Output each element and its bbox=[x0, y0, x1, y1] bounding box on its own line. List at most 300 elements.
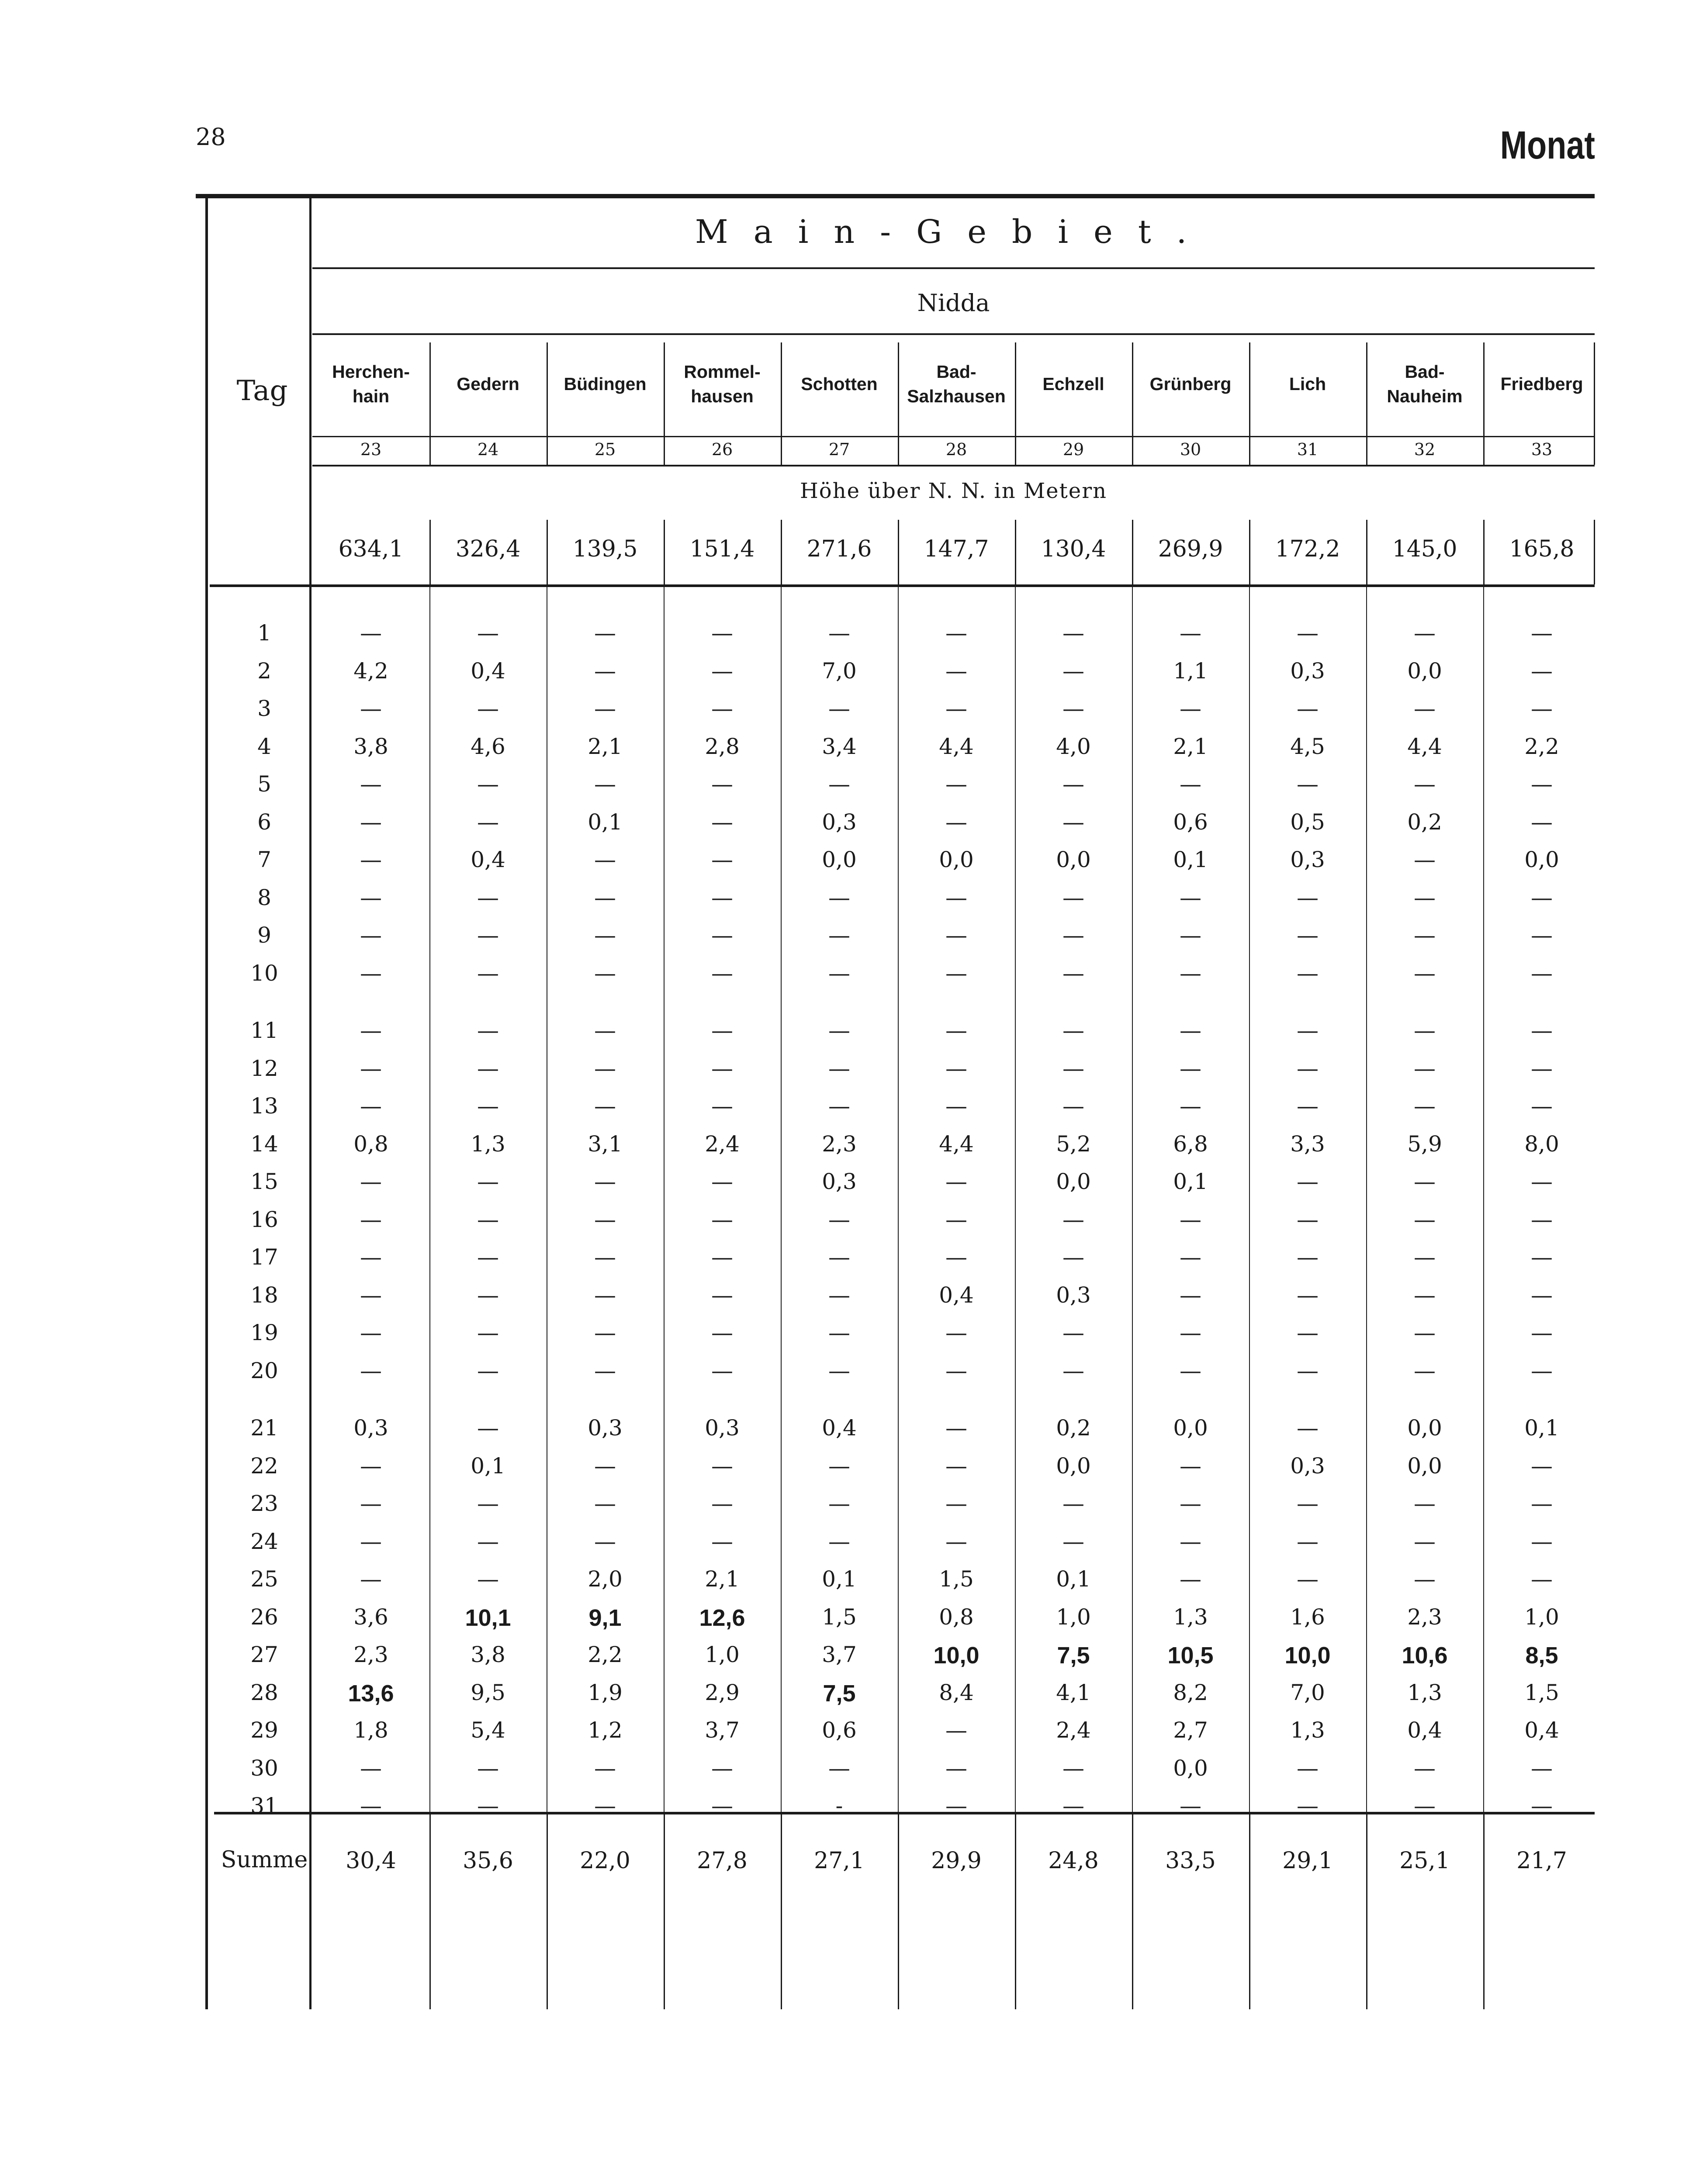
table-cell: — bbox=[1180, 1093, 1201, 1119]
table-cell: — bbox=[594, 923, 616, 948]
table-cell: — bbox=[711, 1282, 733, 1308]
table-cell: 0,6 bbox=[1173, 809, 1208, 835]
table-cell: — bbox=[477, 885, 499, 910]
table-cell: — bbox=[594, 1206, 616, 1232]
day-label: 1 bbox=[257, 620, 271, 646]
table-cell: 4,1 bbox=[1056, 1679, 1091, 1705]
summe-divider bbox=[1249, 1814, 1250, 2009]
table-cell: — bbox=[1297, 696, 1319, 721]
table-cell: 0,0 bbox=[1407, 1453, 1442, 1479]
table-cell: 10,0 bbox=[933, 1642, 979, 1669]
table-cell: 12,6 bbox=[699, 1604, 745, 1631]
table-cell: — bbox=[1414, 923, 1436, 948]
table-cell: — bbox=[594, 1528, 616, 1554]
table-cell: 2,2 bbox=[588, 1642, 623, 1667]
table-cell: — bbox=[1414, 1169, 1436, 1194]
table-cell: — bbox=[945, 696, 967, 721]
table-cell: — bbox=[594, 1244, 616, 1270]
table-cell: — bbox=[360, 1093, 382, 1119]
table-cell: 1,1 bbox=[1173, 658, 1208, 684]
table-cell: — bbox=[945, 1793, 967, 1818]
station-name: Herchen- hain bbox=[332, 362, 410, 406]
station-sum: 22,0 bbox=[580, 1848, 630, 1874]
station-sum: 27,8 bbox=[697, 1848, 748, 1874]
table-cell: — bbox=[594, 1491, 616, 1516]
table-cell: — bbox=[945, 771, 967, 797]
table-cell: — bbox=[711, 1055, 733, 1081]
table-cell: — bbox=[945, 1093, 967, 1119]
table-cell: — bbox=[945, 1169, 967, 1194]
table-cell: 3,6 bbox=[353, 1604, 388, 1630]
table-cell: 8,5 bbox=[1525, 1642, 1558, 1669]
table-cell: 0,4 bbox=[471, 847, 505, 872]
table-cell: — bbox=[1063, 1093, 1084, 1119]
table-cell: — bbox=[945, 620, 967, 646]
table-cell: — bbox=[828, 620, 850, 646]
table-cell: 0,6 bbox=[822, 1717, 857, 1743]
table-cell: 4,5 bbox=[1290, 733, 1325, 759]
day-label: 22 bbox=[250, 1453, 278, 1479]
table-cell: 0,1 bbox=[1056, 1566, 1091, 1592]
table-cell: — bbox=[711, 1244, 733, 1270]
day-label: 11 bbox=[250, 1018, 278, 1043]
table-cell: 4,4 bbox=[939, 1131, 974, 1157]
table-cell: 10,0 bbox=[1284, 1642, 1331, 1669]
table-cell: — bbox=[1180, 1453, 1201, 1479]
table-cell: — bbox=[1297, 1358, 1319, 1383]
station-sum: 29,9 bbox=[931, 1848, 982, 1874]
day-label: 20 bbox=[250, 1358, 278, 1383]
station-height: 326,4 bbox=[455, 536, 521, 562]
station-height: 147,7 bbox=[924, 536, 989, 562]
table-cell: — bbox=[711, 923, 733, 948]
table-cell: — bbox=[1180, 960, 1201, 986]
table-cell: — bbox=[1180, 1244, 1201, 1270]
table-cell: — bbox=[1414, 960, 1436, 986]
table-cell: — bbox=[360, 620, 382, 646]
table-cell: 8,0 bbox=[1524, 1131, 1559, 1157]
table-cell: — bbox=[1414, 1491, 1436, 1516]
table-cell: — bbox=[594, 1055, 616, 1081]
table-cell: — bbox=[477, 1169, 499, 1194]
table-cell: 0,4 bbox=[939, 1282, 974, 1308]
table-cell: 7,5 bbox=[1057, 1642, 1090, 1669]
table-cell: — bbox=[1063, 1244, 1084, 1270]
table-cell: — bbox=[1531, 696, 1553, 721]
summe-divider bbox=[664, 1814, 665, 2009]
table-cell: 0,0 bbox=[1407, 658, 1442, 684]
table-cell: 1,3 bbox=[1407, 1679, 1442, 1705]
station-name: Schotten bbox=[801, 374, 878, 394]
table-cell: — bbox=[477, 1282, 499, 1308]
table-cell: — bbox=[1180, 923, 1201, 948]
table-cell: 2,4 bbox=[705, 1131, 740, 1157]
table-cell: — bbox=[711, 1528, 733, 1554]
table-cell: — bbox=[477, 620, 499, 646]
table-cell: — bbox=[594, 658, 616, 684]
table-cell: — bbox=[1531, 771, 1553, 797]
day-label: 26 bbox=[250, 1604, 278, 1630]
table-cell: 1,0 bbox=[1056, 1604, 1091, 1630]
table-cell: — bbox=[1414, 1358, 1436, 1383]
table-cell: 0,8 bbox=[939, 1604, 974, 1630]
table-cell: — bbox=[828, 1755, 850, 1781]
table-cell: — bbox=[1297, 1793, 1319, 1818]
station-height: 130,4 bbox=[1041, 536, 1106, 562]
table-cell: — bbox=[711, 809, 733, 835]
table-cell: — bbox=[360, 1358, 382, 1383]
table-cell: — bbox=[1297, 620, 1319, 646]
table-cell: — bbox=[1297, 1415, 1319, 1441]
day-label: 30 bbox=[250, 1755, 278, 1781]
station-name: Bad- Salzhausen bbox=[907, 362, 1006, 406]
table-cell: 10,5 bbox=[1167, 1642, 1214, 1669]
table-cell: — bbox=[711, 658, 733, 684]
table-cell: 0,3 bbox=[1290, 658, 1325, 684]
day-label: 29 bbox=[250, 1717, 278, 1743]
station-height: 139,5 bbox=[572, 536, 638, 562]
table-cell: — bbox=[711, 1491, 733, 1516]
table-cell: — bbox=[945, 1415, 967, 1441]
table-cell: — bbox=[1297, 1755, 1319, 1781]
day-label: 16 bbox=[250, 1206, 278, 1232]
station-height: 269,9 bbox=[1158, 536, 1223, 562]
table-cell: 6,8 bbox=[1173, 1131, 1208, 1157]
table-cell: — bbox=[360, 1244, 382, 1270]
table-cell: — bbox=[1063, 696, 1084, 721]
table-cell: — bbox=[594, 1093, 616, 1119]
table-cell: — bbox=[1531, 1453, 1553, 1479]
station-name: Friedberg bbox=[1500, 374, 1583, 394]
table-cell: — bbox=[828, 1282, 850, 1308]
day-label: 18 bbox=[250, 1282, 278, 1308]
station-sum: 30,4 bbox=[346, 1848, 396, 1874]
table-cell: — bbox=[360, 696, 382, 721]
table-cell: — bbox=[1063, 923, 1084, 948]
station-sum: 24,8 bbox=[1048, 1848, 1099, 1874]
table-cell: — bbox=[1180, 1206, 1201, 1232]
table-cell: — bbox=[945, 1717, 967, 1743]
day-label: 21 bbox=[250, 1415, 278, 1441]
table-cell: 5,4 bbox=[471, 1717, 505, 1743]
table-cell: — bbox=[1531, 1320, 1553, 1345]
table-cell: 1,6 bbox=[1290, 1604, 1325, 1630]
day-label: 6 bbox=[257, 809, 271, 835]
table-cell: — bbox=[1531, 1566, 1553, 1592]
summe-divider bbox=[1015, 1814, 1016, 2009]
table-cell: 0,0 bbox=[1524, 847, 1559, 872]
table-cell: — bbox=[1531, 1755, 1553, 1781]
station-sum: 25,1 bbox=[1399, 1848, 1450, 1874]
table-cell: 1,3 bbox=[1290, 1717, 1325, 1743]
table-cell: — bbox=[711, 1793, 733, 1818]
tag-column-divider bbox=[309, 198, 311, 2009]
table-cell: — bbox=[1180, 1793, 1201, 1818]
table-cell: — bbox=[1531, 1055, 1553, 1081]
day-label: 7 bbox=[257, 847, 271, 872]
table-cell: 7,5 bbox=[823, 1680, 856, 1707]
table-cell: — bbox=[828, 1244, 850, 1270]
day-label: 24 bbox=[250, 1528, 278, 1554]
table-cell: — bbox=[1414, 1244, 1436, 1270]
table-cell: — bbox=[1414, 696, 1436, 721]
table-cell: — bbox=[360, 1566, 382, 1592]
table-cell: 1,9 bbox=[588, 1679, 623, 1705]
table-cell: — bbox=[1297, 1566, 1319, 1592]
table-cell: — bbox=[594, 1169, 616, 1194]
left-border bbox=[205, 198, 208, 2009]
table-cell: — bbox=[1297, 1528, 1319, 1554]
table-cell: — bbox=[945, 1453, 967, 1479]
station-name: Büdingen bbox=[564, 374, 647, 394]
table-cell: — bbox=[828, 696, 850, 721]
table-cell: — bbox=[594, 847, 616, 872]
table-cell: 0,0 bbox=[1173, 1755, 1208, 1781]
table-cell: — bbox=[360, 1018, 382, 1043]
table-cell: — bbox=[1180, 1566, 1201, 1592]
table-cell: — bbox=[1063, 1018, 1084, 1043]
station-number: 24 bbox=[477, 440, 499, 459]
table-cell: 0,3 bbox=[353, 1415, 388, 1441]
table-cell: — bbox=[360, 809, 382, 835]
table-cell: — bbox=[945, 658, 967, 684]
table-cell: 4,0 bbox=[1056, 733, 1091, 759]
table-cell: — bbox=[1531, 1491, 1553, 1516]
table-cell: — bbox=[594, 1755, 616, 1781]
table-cell: 13,6 bbox=[348, 1680, 394, 1707]
day-label: 27 bbox=[250, 1642, 278, 1667]
table-cell: — bbox=[1063, 809, 1084, 835]
table-cell: — bbox=[1414, 1018, 1436, 1043]
station-sum: 33,5 bbox=[1165, 1848, 1216, 1874]
table-cell: 0,4 bbox=[1407, 1717, 1442, 1743]
table-cell: 0,0 bbox=[1407, 1415, 1442, 1441]
table-cell: 4,4 bbox=[1407, 733, 1442, 759]
table-cell: — bbox=[477, 1358, 499, 1383]
table-cell: 1,0 bbox=[705, 1642, 740, 1667]
table-cell: — bbox=[1180, 696, 1201, 721]
table-cell: 0,1 bbox=[1173, 1169, 1208, 1194]
station-name: Echzell bbox=[1042, 374, 1104, 394]
table-cell: — bbox=[1297, 1055, 1319, 1081]
table-cell: 0,1 bbox=[1524, 1415, 1559, 1441]
table-cell: — bbox=[594, 885, 616, 910]
station-name: Gedern bbox=[457, 374, 519, 394]
day-label: 17 bbox=[250, 1244, 278, 1270]
table-cell: — bbox=[477, 1093, 499, 1119]
table-cell: 1,5 bbox=[1524, 1679, 1559, 1705]
table-cell: — bbox=[1180, 771, 1201, 797]
table-cell: — bbox=[1531, 1093, 1553, 1119]
table-cell: — bbox=[477, 960, 499, 986]
station-number: 31 bbox=[1297, 440, 1319, 459]
table-cell: — bbox=[828, 1055, 850, 1081]
table-cell: — bbox=[477, 771, 499, 797]
table-cell: — bbox=[1063, 1755, 1084, 1781]
table-cell: 0,0 bbox=[1056, 1453, 1091, 1479]
day-label: 5 bbox=[257, 771, 271, 797]
table-cell: — bbox=[1414, 1055, 1436, 1081]
table-cell: — bbox=[594, 1358, 616, 1383]
table-cell: — bbox=[711, 1206, 733, 1232]
table-cell: — bbox=[477, 1491, 499, 1516]
station-height: 271,6 bbox=[806, 536, 872, 562]
table-cell: 0,1 bbox=[822, 1566, 857, 1592]
table-cell: — bbox=[711, 847, 733, 872]
table-cell: — bbox=[594, 1320, 616, 1345]
table-cell: — bbox=[1531, 658, 1553, 684]
table-cell: — bbox=[360, 1793, 382, 1818]
table-cell: — bbox=[360, 1453, 382, 1479]
table-cell: — bbox=[477, 1528, 499, 1554]
station-number-underline bbox=[312, 465, 1595, 467]
table-cell: — bbox=[477, 1206, 499, 1232]
table-cell: — bbox=[1297, 1206, 1319, 1232]
table-cell: — bbox=[1297, 1282, 1319, 1308]
region-title: Main-Gebiet. bbox=[695, 213, 1212, 251]
day-label: 28 bbox=[250, 1679, 278, 1705]
table-cell: 5,2 bbox=[1056, 1131, 1091, 1157]
station-height: 151,4 bbox=[689, 536, 755, 562]
table-cell: 9,5 bbox=[471, 1679, 505, 1705]
station-number: 29 bbox=[1063, 440, 1084, 459]
table-cell: 2,3 bbox=[353, 1642, 388, 1667]
table-cell: 2,1 bbox=[1173, 733, 1208, 759]
day-label: 31 bbox=[250, 1793, 278, 1818]
table-cell: — bbox=[1414, 1566, 1436, 1592]
table-cell: — bbox=[1180, 1055, 1201, 1081]
station-height: 165,8 bbox=[1509, 536, 1575, 562]
table-cell: — bbox=[360, 1169, 382, 1194]
summe-divider bbox=[1132, 1814, 1133, 2009]
table-cell: — bbox=[828, 1018, 850, 1043]
table-cell: 4,4 bbox=[939, 733, 974, 759]
station-height: 634,1 bbox=[338, 536, 404, 562]
table-cell: — bbox=[945, 809, 967, 835]
table-cell: — bbox=[1414, 1093, 1436, 1119]
table-cell: — bbox=[1414, 847, 1436, 872]
table-cell: — bbox=[1297, 1244, 1319, 1270]
table-cell: 10,1 bbox=[465, 1604, 511, 1631]
station-name: Lich bbox=[1289, 374, 1326, 394]
table-cell: — bbox=[945, 923, 967, 948]
table-cell: — bbox=[477, 1244, 499, 1270]
table-cell: — bbox=[945, 1491, 967, 1516]
table-cell: 0,3 bbox=[1290, 847, 1325, 872]
table-cell: — bbox=[828, 1358, 850, 1383]
table-cell: — bbox=[711, 696, 733, 721]
table-cell: — bbox=[828, 923, 850, 948]
table-cell: — bbox=[477, 1415, 499, 1441]
table-cell: — bbox=[1414, 1206, 1436, 1232]
table-cell: 10,6 bbox=[1402, 1642, 1448, 1669]
table-cell: 2,1 bbox=[705, 1566, 740, 1592]
summe-divider bbox=[781, 1814, 782, 2009]
table-cell: — bbox=[477, 1793, 499, 1818]
table-cell: — bbox=[1063, 1055, 1084, 1081]
table-cell: — bbox=[360, 885, 382, 910]
station-sum: 27,1 bbox=[814, 1848, 865, 1874]
table-cell: 0,3 bbox=[588, 1415, 623, 1441]
table-cell: — bbox=[1531, 1282, 1553, 1308]
table-cell: — bbox=[711, 771, 733, 797]
table-cell: — bbox=[945, 1320, 967, 1345]
table-cell: — bbox=[477, 1755, 499, 1781]
table-cell: — bbox=[1531, 1244, 1553, 1270]
table-cell: — bbox=[711, 1169, 733, 1194]
region-underline bbox=[312, 267, 1595, 269]
table-cell: — bbox=[1063, 771, 1084, 797]
table-cell: 4,2 bbox=[353, 658, 388, 684]
table-cell: 1,2 bbox=[588, 1717, 623, 1743]
table-cell: 2,3 bbox=[822, 1131, 857, 1157]
table-cell: — bbox=[1180, 1528, 1201, 1554]
day-label: 4 bbox=[257, 733, 271, 759]
table-cell: 1,5 bbox=[822, 1604, 857, 1630]
table-cell: 4,6 bbox=[471, 733, 505, 759]
table-cell: — bbox=[1531, 1528, 1553, 1554]
table-cell: — bbox=[1297, 1018, 1319, 1043]
river-title: Nidda bbox=[917, 289, 990, 317]
station-number: 25 bbox=[594, 440, 616, 459]
table-cell: — bbox=[711, 1093, 733, 1119]
table-cell: — bbox=[594, 771, 616, 797]
table-cell: — bbox=[1063, 1320, 1084, 1345]
table-cell: 0,3 bbox=[822, 1169, 857, 1194]
table-cell: — bbox=[360, 1320, 382, 1345]
table-cell: 2,2 bbox=[1524, 733, 1559, 759]
table-cell: — bbox=[828, 885, 850, 910]
summe-label: Summe bbox=[221, 1847, 308, 1873]
table-cell: — bbox=[594, 1793, 616, 1818]
table-cell: — bbox=[945, 1206, 967, 1232]
table-cell: 0,0 bbox=[1173, 1415, 1208, 1441]
table-cell: — bbox=[1063, 620, 1084, 646]
table-cell: 3,4 bbox=[822, 733, 857, 759]
table-cell: — bbox=[594, 1453, 616, 1479]
table-cell: — bbox=[1180, 1491, 1201, 1516]
table-cell: — bbox=[1063, 1793, 1084, 1818]
table-cell: — bbox=[1297, 923, 1319, 948]
table-cell: — bbox=[477, 1018, 499, 1043]
table-cell: — bbox=[1414, 1282, 1436, 1308]
table-cell: — bbox=[1180, 885, 1201, 910]
top-rule bbox=[196, 194, 1595, 198]
table-cell: — bbox=[945, 960, 967, 986]
table-cell: — bbox=[1297, 885, 1319, 910]
station-name-underline bbox=[312, 436, 1595, 437]
station-number: 32 bbox=[1414, 440, 1436, 459]
table-cell: 3,1 bbox=[588, 1131, 623, 1157]
table-cell: — bbox=[360, 1282, 382, 1308]
table-cell: — bbox=[1531, 1169, 1553, 1194]
table-cell: — bbox=[711, 1320, 733, 1345]
table-cell: — bbox=[828, 1206, 850, 1232]
table-cell: 0,3 bbox=[1056, 1282, 1091, 1308]
table-cell: — bbox=[828, 960, 850, 986]
table-cell: — bbox=[1414, 1320, 1436, 1345]
table-cell: 7,0 bbox=[1290, 1679, 1325, 1705]
day-label: 2 bbox=[257, 658, 271, 684]
summe-divider bbox=[547, 1814, 548, 2009]
table-cell: — bbox=[1063, 658, 1084, 684]
summe-divider bbox=[898, 1814, 899, 2009]
table-cell: — bbox=[594, 696, 616, 721]
table-cell: — bbox=[1531, 885, 1553, 910]
header-bottom-rule bbox=[210, 584, 1595, 587]
table-cell: — bbox=[1531, 1793, 1553, 1818]
station-sum: 29,1 bbox=[1282, 1848, 1333, 1874]
